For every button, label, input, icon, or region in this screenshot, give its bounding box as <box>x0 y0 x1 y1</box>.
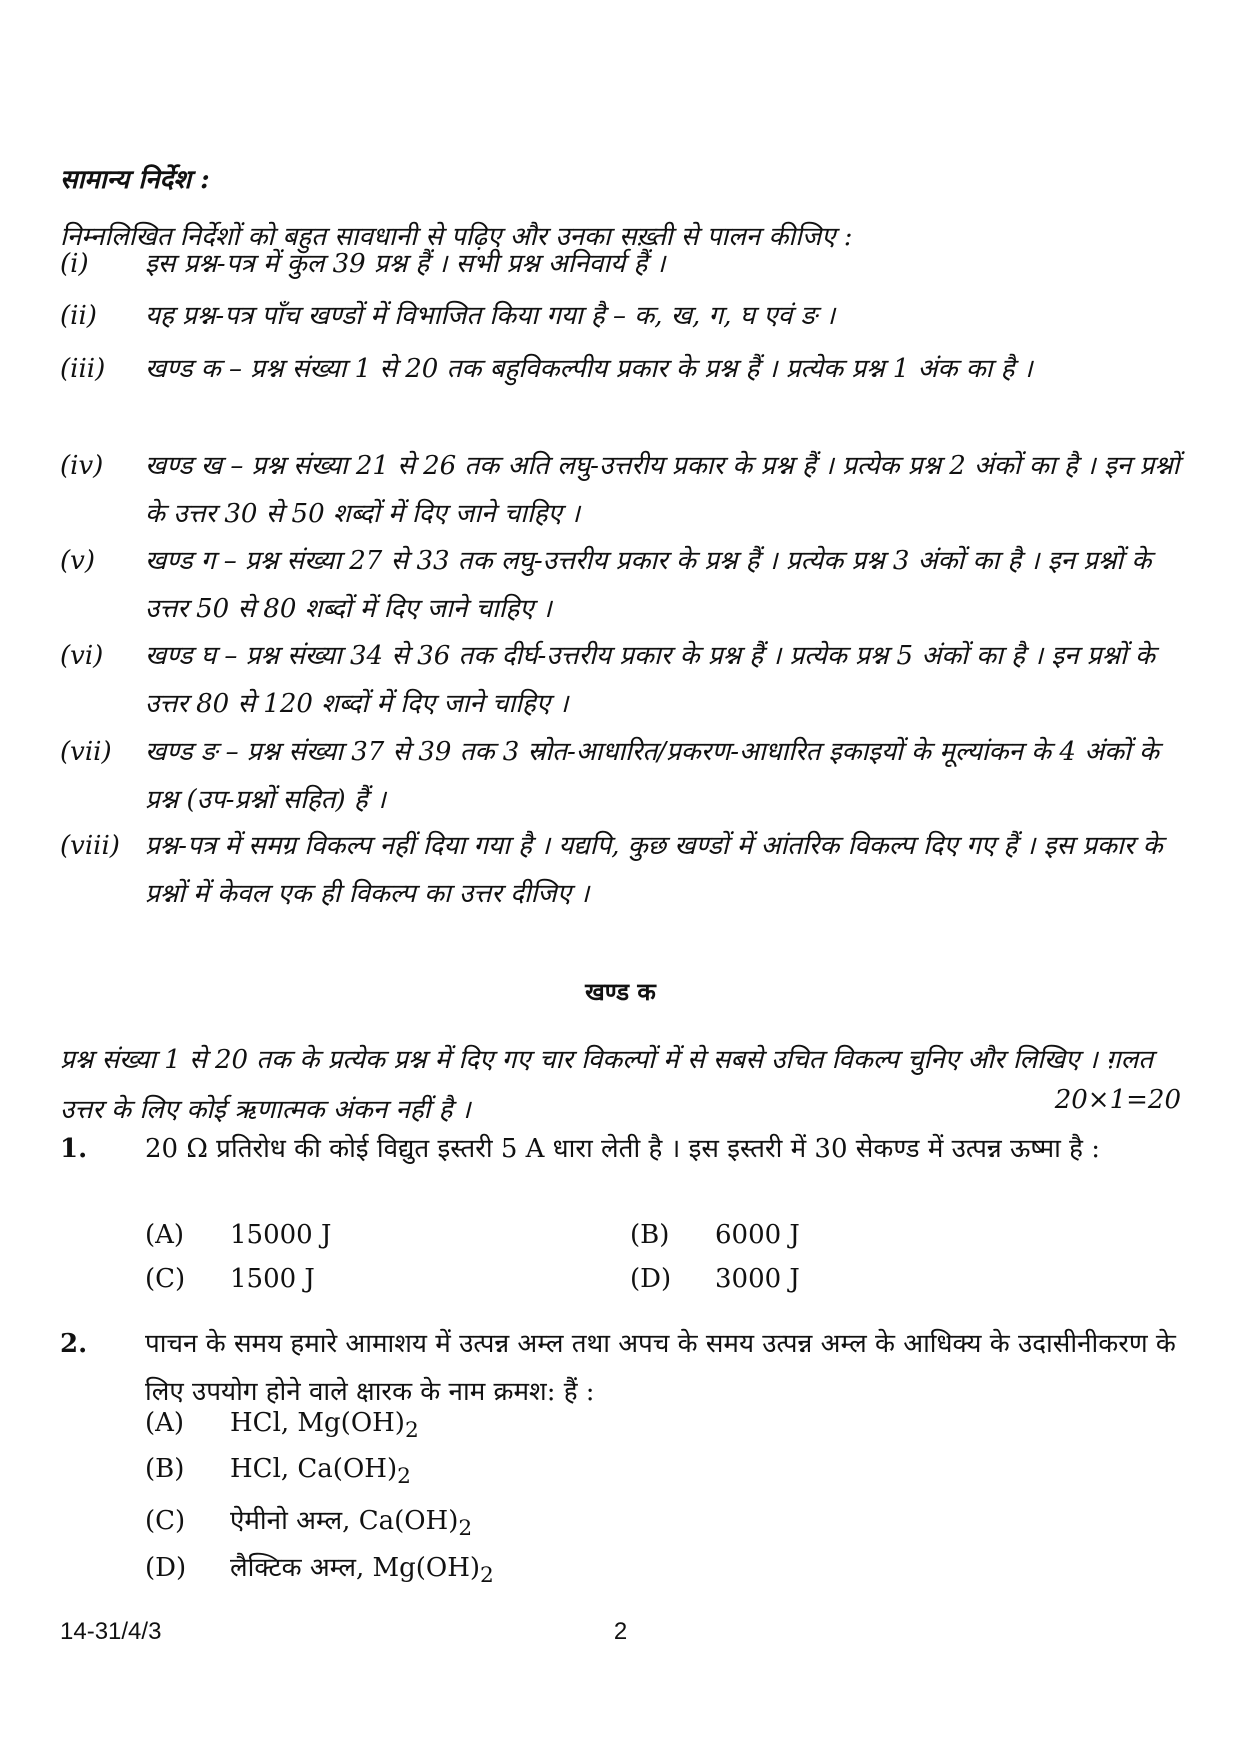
option-subscript: 2 <box>480 1563 494 1589</box>
option-text: HCl, Ca(OH) <box>230 1454 398 1484</box>
instruction-number: (iv) <box>60 451 104 481</box>
option-b <box>145 1454 411 1489</box>
option-text: HCl, Mg(OH) <box>230 1408 405 1438</box>
question-text: 20 Ω प्रतिरोध की कोई विद्युत इस्तरी 5 A धारा लेती है । इस इस्तरी में 30 सेकण्ड में उत्पन्न ऊष्मा है : <box>145 1134 1100 1164</box>
instruction-item <box>60 345 1180 393</box>
option-label: (A) <box>145 1220 185 1250</box>
instruction-number: (vii) <box>60 737 112 767</box>
instruction-item <box>60 728 1180 824</box>
option-text: 15000 J <box>230 1220 332 1250</box>
section-title: खण्ड क <box>585 977 656 1006</box>
instruction-text: खण्ड घ – प्रश्न संख्या 34 से 36 तक दीर्घ-उत्तरीय प्रकार के प्रश्न हैं । प्रत्येक प्रश्न 5 अंकों का है । इन प्रश्नों के उत्तर 80 से 120 शब्दों में दिए जाने चाहिए । <box>145 641 1155 719</box>
instruction-text: इस प्रश्न-पत्र में कुल 39 प्रश्न हैं । सभी प्रश्न अनिवार्य हैं । <box>145 249 666 279</box>
option-a <box>145 1220 331 1250</box>
option-a <box>145 1408 419 1443</box>
option-label: (B) <box>630 1220 670 1250</box>
instruction-number: (iii) <box>60 354 106 384</box>
instruction-number: (i) <box>60 249 89 279</box>
section-marks: 20×1=20 <box>1054 1085 1181 1115</box>
option-label: (C) <box>145 1264 186 1294</box>
instruction-text: खण्ड ख – प्रश्न संख्या 21 से 26 तक अति लघु-उत्तरीय प्रकार के प्रश्न हैं । प्रत्येक प्रश्न 2 अंकों का है । इन प्रश्नों के उत्तर 30 से 50 शब्दों में दिए जाने चाहिए । <box>145 451 1180 529</box>
section-instruction: प्रश्न संख्या 1 से 20 तक के प्रत्येक प्रश्न में दिए गए चार विकल्पों में से सबसे उचित विकल्प चुनिए और लिखिए । ग़लत उत्तर के लिए कोई ऋणात्मक अंकन नहीं है । <box>60 1045 1154 1125</box>
option-text: 6000 J <box>715 1220 800 1250</box>
option-d <box>145 1548 494 1588</box>
option-text: लैक्टिक अम्ल, Mg(OH) <box>230 1553 481 1583</box>
general-instructions-heading: सामान्य निर्देश : <box>60 165 210 195</box>
instruction-text: यह प्रश्न-पत्र पाँच खण्डों में विभाजित किया गया है – क, ख, ग, घ एवं ङ । <box>145 301 836 331</box>
option-subscript: 2 <box>397 1464 411 1490</box>
option-d <box>630 1264 800 1294</box>
instruction-text: खण्ड ग – प्रश्न संख्या 27 से 33 तक लघु-उत्तरीय प्रकार के प्रश्न हैं । प्रत्येक प्रश्न 3 अंकों का है । इन प्रश्नों के उत्तर 50 से 80 शब्दों में दिए जाने चाहिए । <box>145 546 1152 624</box>
option-c <box>145 1501 472 1541</box>
instruction-item <box>60 292 1180 340</box>
question-1 <box>60 1125 1180 1173</box>
instruction-item <box>60 822 1180 918</box>
option-label: (A) <box>145 1408 185 1438</box>
option-text: 1500 J <box>230 1264 315 1294</box>
option-subscript: 2 <box>404 1418 419 1444</box>
option-b <box>630 1220 800 1250</box>
option-label: (D) <box>145 1553 187 1583</box>
option-label: (B) <box>145 1454 185 1484</box>
instruction-text: खण्ड ङ – प्रश्न संख्या 37 से 39 तक 3 स्रोत-आधारित/प्रकरण-आधारित इकाइयों के मूल्यांकन के 4 अंकों के प्रश्न (उप-प्रश्नों सहित) हैं । <box>145 737 1160 815</box>
instruction-number: (v) <box>60 546 95 576</box>
option-text: 3000 J <box>715 1264 800 1294</box>
page-number: 2 <box>613 1618 628 1645</box>
instruction-item <box>60 240 1180 288</box>
option-text: ऐमीनो अम्ल, Ca(OH) <box>230 1506 459 1536</box>
instruction-item <box>60 632 1180 728</box>
instruction-number: (viii) <box>60 831 120 861</box>
option-subscript: 2 <box>458 1516 473 1542</box>
question-text: पाचन के समय हमारे आमाशय में उत्पन्न अम्ल तथा अपच के समय उत्पन्न अम्ल के आधिक्य के उदासीनीकरण के लिए उपयोग होने वाले क्षारक के नाम क्रमश: हैं : <box>145 1329 1176 1407</box>
instruction-item <box>60 442 1180 538</box>
question-2 <box>60 1320 1180 1416</box>
instruction-text: प्रश्न-पत्र में समग्र विकल्प नहीं दिया गया है । यद्यपि, कुछ खण्डों में आंतरिक विकल्प दिए गए हैं । इस प्रकार के प्रश्नों में केवल एक ही विकल्प का उत्तर दीजिए । <box>145 831 1163 909</box>
question-number: 2. <box>60 1329 88 1359</box>
instruction-item <box>60 537 1180 633</box>
paper-code: 14-31/4/3 <box>60 1618 162 1645</box>
general-instructions-intro: निम्नलिखित निर्देशों को बहुत सावधानी से पढ़िए और उनका सख़्ती से पालन कीजिए : <box>60 222 853 252</box>
instruction-number: (ii) <box>60 301 97 331</box>
option-label: (C) <box>145 1506 186 1536</box>
instruction-text: खण्ड क – प्रश्न संख्या 1 से 20 तक बहुविकल्पीय प्रकार के प्रश्न हैं । प्रत्येक प्रश्न 1 अंक का है । <box>145 354 1033 384</box>
instruction-number: (vi) <box>60 641 104 671</box>
question-number: 1. <box>60 1134 88 1164</box>
option-c <box>145 1264 315 1294</box>
option-label: (D) <box>630 1264 672 1294</box>
